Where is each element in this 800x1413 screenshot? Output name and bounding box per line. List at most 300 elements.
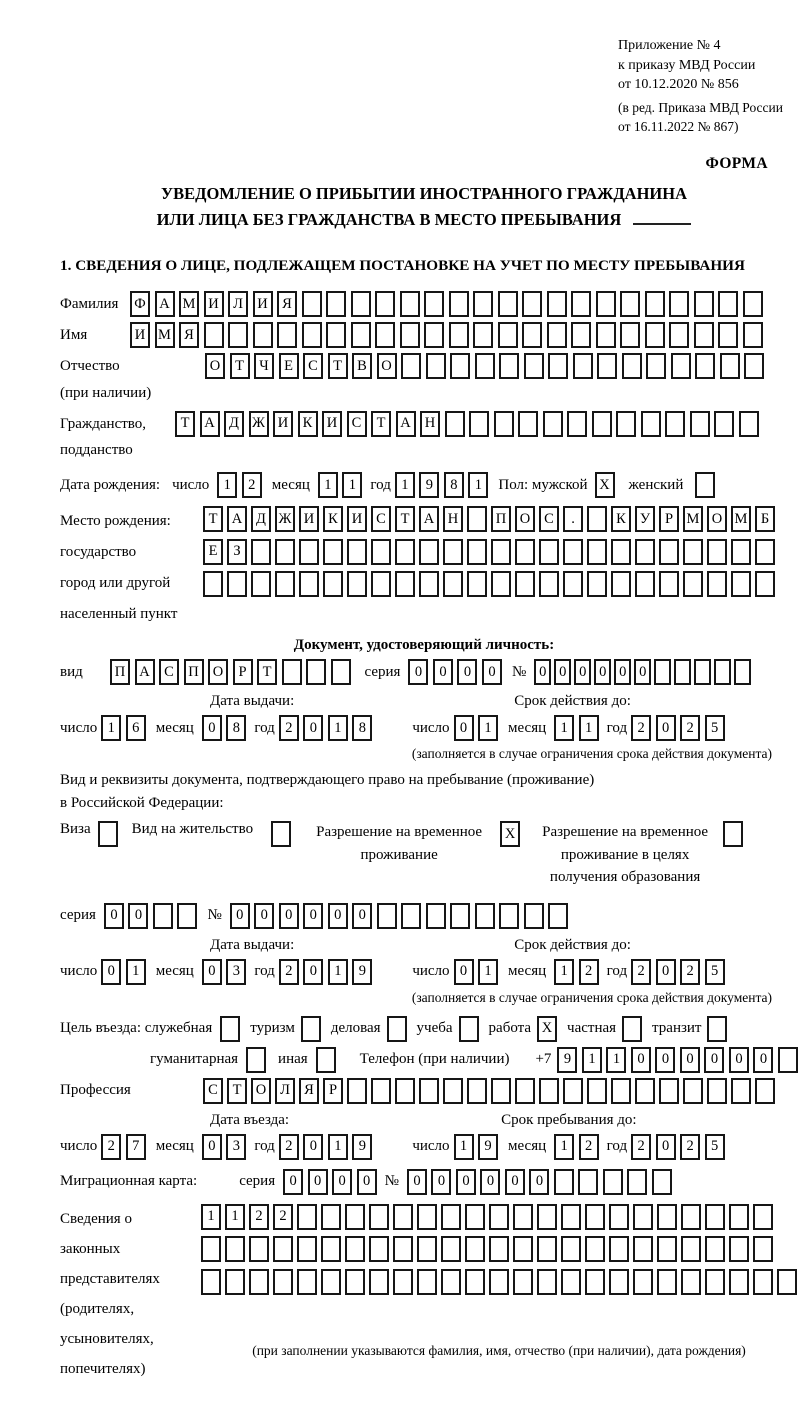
char-box[interactable] (652, 1169, 672, 1195)
char-box[interactable]: 0 (529, 1169, 549, 1195)
char-box[interactable]: 2 (279, 959, 299, 985)
char-box[interactable] (547, 291, 567, 317)
char-box[interactable]: 0 (202, 715, 222, 741)
char-box[interactable] (375, 322, 395, 348)
char-box[interactable] (351, 322, 371, 348)
char-box[interactable]: А (200, 411, 220, 437)
char-box[interactable] (522, 322, 542, 348)
char-box[interactable]: 0 (574, 659, 591, 685)
char-box[interactable] (153, 903, 173, 929)
char-box[interactable]: 0 (482, 659, 502, 685)
char-box[interactable]: 9 (352, 959, 372, 985)
char-box[interactable]: 8 (352, 715, 372, 741)
char-box[interactable]: Л (228, 291, 248, 317)
char-box[interactable]: 1 (318, 472, 338, 498)
char-box[interactable] (253, 322, 273, 348)
char-box[interactable] (321, 1204, 341, 1230)
char-box[interactable] (720, 353, 740, 379)
char-box[interactable] (299, 539, 319, 565)
char-box[interactable]: И (273, 411, 293, 437)
char-box[interactable] (627, 1169, 647, 1195)
char-box[interactable] (467, 506, 487, 532)
char-box[interactable] (611, 1078, 631, 1104)
char-box[interactable] (228, 322, 248, 348)
char-box[interactable]: Ж (249, 411, 269, 437)
char-box[interactable] (778, 1047, 798, 1073)
char-box[interactable] (498, 322, 518, 348)
char-box[interactable] (755, 1078, 775, 1104)
char-box[interactable] (371, 1078, 391, 1104)
char-box[interactable]: 1 (126, 959, 146, 985)
sex-male-checkbox[interactable]: X (595, 472, 615, 498)
char-box[interactable] (299, 571, 319, 597)
char-box[interactable] (616, 411, 636, 437)
char-box[interactable]: И (322, 411, 342, 437)
char-box[interactable] (611, 571, 631, 597)
char-box[interactable]: 0 (431, 1169, 451, 1195)
char-box[interactable] (249, 1269, 269, 1295)
char-box[interactable]: И (253, 291, 273, 317)
char-box[interactable] (561, 1269, 581, 1295)
purpose-private-checkbox[interactable] (622, 1016, 642, 1042)
char-box[interactable] (548, 353, 568, 379)
char-box[interactable] (201, 1236, 221, 1262)
char-box[interactable] (694, 291, 714, 317)
char-box[interactable] (620, 291, 640, 317)
char-box[interactable] (669, 322, 689, 348)
char-box[interactable] (547, 322, 567, 348)
char-box[interactable]: А (135, 659, 155, 685)
char-box[interactable] (587, 539, 607, 565)
char-box[interactable] (611, 539, 631, 565)
char-box[interactable]: М (731, 506, 751, 532)
char-box[interactable]: И (204, 291, 224, 317)
char-box[interactable] (347, 571, 367, 597)
char-box[interactable] (543, 411, 563, 437)
char-box[interactable]: 3 (226, 1134, 246, 1160)
char-box[interactable] (681, 1269, 701, 1295)
char-box[interactable] (419, 1078, 439, 1104)
char-box[interactable] (491, 1078, 511, 1104)
char-box[interactable]: 2 (579, 959, 599, 985)
char-box[interactable]: 1 (201, 1204, 221, 1230)
char-box[interactable] (659, 1078, 679, 1104)
char-box[interactable]: 0 (357, 1169, 377, 1195)
purpose-official-checkbox[interactable] (220, 1016, 240, 1042)
char-box[interactable] (753, 1269, 773, 1295)
char-box[interactable] (489, 1204, 509, 1230)
char-box[interactable] (635, 1078, 655, 1104)
char-box[interactable] (633, 1236, 653, 1262)
char-box[interactable]: Р (233, 659, 253, 685)
char-box[interactable]: 1 (328, 1134, 348, 1160)
char-box[interactable] (596, 291, 616, 317)
purpose-humanitarian-checkbox[interactable] (246, 1047, 266, 1073)
char-box[interactable] (694, 659, 711, 685)
char-box[interactable]: 0 (534, 659, 551, 685)
char-box[interactable]: 1 (225, 1204, 245, 1230)
char-box[interactable] (731, 571, 751, 597)
char-box[interactable] (465, 1204, 485, 1230)
char-box[interactable] (705, 1269, 725, 1295)
char-box[interactable] (377, 903, 397, 929)
char-box[interactable] (657, 1269, 677, 1295)
char-box[interactable]: 0 (433, 659, 453, 685)
char-box[interactable] (587, 1078, 607, 1104)
char-box[interactable] (400, 291, 420, 317)
char-box[interactable]: . (563, 506, 583, 532)
char-box[interactable]: Т (257, 659, 277, 685)
char-box[interactable]: 0 (614, 659, 631, 685)
char-box[interactable]: Н (420, 411, 440, 437)
char-box[interactable]: 0 (332, 1169, 352, 1195)
char-box[interactable] (393, 1236, 413, 1262)
char-box[interactable] (204, 322, 224, 348)
char-box[interactable] (426, 353, 446, 379)
char-box[interactable]: 0 (655, 1047, 675, 1073)
char-box[interactable]: 0 (283, 1169, 303, 1195)
char-box[interactable] (297, 1204, 317, 1230)
char-box[interactable] (657, 1204, 677, 1230)
char-box[interactable]: 1 (478, 959, 498, 985)
char-box[interactable] (665, 411, 685, 437)
char-box[interactable]: 0 (656, 1134, 676, 1160)
char-box[interactable] (424, 291, 444, 317)
char-box[interactable] (753, 1204, 773, 1230)
char-box[interactable] (369, 1204, 389, 1230)
char-box[interactable]: 2 (273, 1204, 293, 1230)
purpose-tourism-checkbox[interactable] (301, 1016, 321, 1042)
char-box[interactable] (331, 659, 351, 685)
char-box[interactable] (441, 1204, 461, 1230)
char-box[interactable] (718, 322, 738, 348)
char-box[interactable] (578, 1169, 598, 1195)
char-box[interactable] (201, 1269, 221, 1295)
char-box[interactable]: Т (230, 353, 250, 379)
char-box[interactable]: М (683, 506, 703, 532)
char-box[interactable]: П (491, 506, 511, 532)
char-box[interactable] (282, 659, 302, 685)
char-box[interactable] (731, 539, 751, 565)
char-box[interactable] (603, 1169, 623, 1195)
char-box[interactable]: Я (299, 1078, 319, 1104)
char-box[interactable]: И (347, 506, 367, 532)
char-box[interactable]: 0 (202, 959, 222, 985)
char-box[interactable] (705, 1204, 725, 1230)
char-box[interactable]: 0 (594, 659, 611, 685)
char-box[interactable]: 0 (680, 1047, 700, 1073)
char-box[interactable]: О (205, 353, 225, 379)
purpose-other-checkbox[interactable] (316, 1047, 336, 1073)
purpose-work-checkbox[interactable]: X (537, 1016, 557, 1042)
char-box[interactable]: Д (224, 411, 244, 437)
char-box[interactable] (273, 1236, 293, 1262)
char-box[interactable]: О (707, 506, 727, 532)
char-box[interactable]: 2 (631, 1134, 651, 1160)
char-box[interactable] (450, 903, 470, 929)
char-box[interactable]: 0 (303, 903, 323, 929)
char-box[interactable] (573, 353, 593, 379)
char-box[interactable]: 1 (395, 472, 415, 498)
char-box[interactable]: Л (275, 1078, 295, 1104)
char-box[interactable] (554, 1169, 574, 1195)
char-box[interactable] (561, 1204, 581, 1230)
char-box[interactable] (395, 571, 415, 597)
char-box[interactable] (597, 353, 617, 379)
char-box[interactable] (494, 411, 514, 437)
char-box[interactable] (375, 291, 395, 317)
char-box[interactable] (563, 1078, 583, 1104)
char-box[interactable]: Ч (254, 353, 274, 379)
char-box[interactable] (275, 539, 295, 565)
char-box[interactable] (548, 903, 568, 929)
char-box[interactable] (671, 353, 691, 379)
char-box[interactable] (585, 1236, 605, 1262)
char-box[interactable] (563, 539, 583, 565)
char-box[interactable]: 1 (328, 959, 348, 985)
char-box[interactable]: 0 (704, 1047, 724, 1073)
char-box[interactable] (467, 1078, 487, 1104)
char-box[interactable]: 0 (230, 903, 250, 929)
char-box[interactable]: 0 (104, 903, 124, 929)
char-box[interactable]: И (130, 322, 150, 348)
char-box[interactable] (417, 1204, 437, 1230)
char-box[interactable] (515, 571, 535, 597)
char-box[interactable]: Е (203, 539, 223, 565)
char-box[interactable] (633, 1204, 653, 1230)
char-box[interactable]: 9 (352, 1134, 372, 1160)
char-box[interactable]: В (352, 353, 372, 379)
residence-permit-checkbox[interactable] (271, 821, 291, 847)
char-box[interactable] (539, 539, 559, 565)
char-box[interactable] (321, 1269, 341, 1295)
char-box[interactable] (419, 539, 439, 565)
char-box[interactable]: 0 (254, 903, 274, 929)
char-box[interactable]: 1 (101, 715, 121, 741)
char-box[interactable] (347, 539, 367, 565)
char-box[interactable] (371, 539, 391, 565)
char-box[interactable]: 5 (705, 1134, 725, 1160)
char-box[interactable]: 0 (656, 715, 676, 741)
char-box[interactable] (467, 571, 487, 597)
char-box[interactable]: 2 (279, 1134, 299, 1160)
char-box[interactable] (302, 291, 322, 317)
char-box[interactable] (426, 903, 446, 929)
char-box[interactable]: 0 (128, 903, 148, 929)
char-box[interactable] (585, 1269, 605, 1295)
char-box[interactable] (669, 291, 689, 317)
char-box[interactable] (587, 571, 607, 597)
char-box[interactable]: 9 (419, 472, 439, 498)
title-blank[interactable] (633, 223, 691, 225)
char-box[interactable]: 2 (579, 1134, 599, 1160)
char-box[interactable] (641, 411, 661, 437)
sex-female-checkbox[interactable] (695, 472, 715, 498)
char-box[interactable]: 2 (249, 1204, 269, 1230)
char-box[interactable] (467, 539, 487, 565)
char-box[interactable]: 1 (478, 715, 498, 741)
char-box[interactable]: 5 (705, 715, 725, 741)
char-box[interactable] (345, 1236, 365, 1262)
purpose-study-checkbox[interactable] (459, 1016, 479, 1042)
char-box[interactable] (681, 1236, 701, 1262)
char-box[interactable] (635, 571, 655, 597)
char-box[interactable]: 2 (101, 1134, 121, 1160)
char-box[interactable] (351, 291, 371, 317)
char-box[interactable] (592, 411, 612, 437)
char-box[interactable] (743, 322, 763, 348)
char-box[interactable] (609, 1269, 629, 1295)
char-box[interactable]: 0 (279, 903, 299, 929)
char-box[interactable]: 1 (217, 472, 237, 498)
char-box[interactable]: 2 (279, 715, 299, 741)
char-box[interactable] (518, 411, 538, 437)
char-box[interactable] (498, 291, 518, 317)
char-box[interactable]: 0 (352, 903, 372, 929)
char-box[interactable] (323, 571, 343, 597)
char-box[interactable]: 0 (308, 1169, 328, 1195)
char-box[interactable] (585, 1204, 605, 1230)
char-box[interactable]: 0 (457, 659, 477, 685)
char-box[interactable]: С (539, 506, 559, 532)
char-box[interactable] (277, 322, 297, 348)
char-box[interactable]: Я (179, 322, 199, 348)
char-box[interactable] (203, 571, 223, 597)
char-box[interactable] (395, 1078, 415, 1104)
char-box[interactable]: 2 (631, 715, 651, 741)
char-box[interactable] (489, 1269, 509, 1295)
purpose-business-checkbox[interactable] (387, 1016, 407, 1042)
char-box[interactable] (371, 571, 391, 597)
char-box[interactable] (609, 1236, 629, 1262)
char-box[interactable] (729, 1236, 749, 1262)
char-box[interactable]: О (515, 506, 535, 532)
char-box[interactable] (694, 322, 714, 348)
char-box[interactable] (441, 1236, 461, 1262)
char-box[interactable]: Ж (275, 506, 295, 532)
char-box[interactable] (297, 1269, 317, 1295)
char-box[interactable] (729, 1204, 749, 1230)
char-box[interactable] (401, 903, 421, 929)
char-box[interactable] (302, 322, 322, 348)
char-box[interactable] (345, 1269, 365, 1295)
char-box[interactable]: 1 (342, 472, 362, 498)
char-box[interactable]: 2 (680, 1134, 700, 1160)
char-box[interactable]: 9 (557, 1047, 577, 1073)
char-box[interactable]: С (303, 353, 323, 379)
char-box[interactable] (744, 353, 764, 379)
char-box[interactable]: 1 (582, 1047, 602, 1073)
char-box[interactable] (753, 1236, 773, 1262)
char-box[interactable] (683, 539, 703, 565)
char-box[interactable] (227, 571, 247, 597)
char-box[interactable]: М (155, 322, 175, 348)
char-box[interactable]: А (419, 506, 439, 532)
char-box[interactable]: 1 (554, 715, 574, 741)
char-box[interactable] (419, 571, 439, 597)
char-box[interactable]: Д (251, 506, 271, 532)
char-box[interactable]: А (155, 291, 175, 317)
char-box[interactable] (491, 539, 511, 565)
char-box[interactable]: Т (175, 411, 195, 437)
char-box[interactable] (393, 1269, 413, 1295)
char-box[interactable] (743, 291, 763, 317)
char-box[interactable] (251, 571, 271, 597)
char-box[interactable] (473, 322, 493, 348)
char-box[interactable] (225, 1269, 245, 1295)
char-box[interactable]: 1 (468, 472, 488, 498)
char-box[interactable] (587, 506, 607, 532)
char-box[interactable] (449, 322, 469, 348)
char-box[interactable] (609, 1204, 629, 1230)
char-box[interactable] (369, 1269, 389, 1295)
char-box[interactable] (674, 659, 691, 685)
char-box[interactable]: 1 (554, 959, 574, 985)
char-box[interactable] (369, 1236, 389, 1262)
char-box[interactable] (683, 1078, 703, 1104)
char-box[interactable]: З (227, 539, 247, 565)
char-box[interactable] (571, 322, 591, 348)
char-box[interactable] (731, 1078, 751, 1104)
temp-permit-edu-checkbox[interactable] (723, 821, 743, 847)
char-box[interactable]: 0 (303, 959, 323, 985)
char-box[interactable] (347, 1078, 367, 1104)
char-box[interactable]: П (184, 659, 204, 685)
char-box[interactable] (739, 411, 759, 437)
char-box[interactable] (450, 353, 470, 379)
char-box[interactable]: Б (755, 506, 775, 532)
char-box[interactable]: 8 (226, 715, 246, 741)
char-box[interactable] (321, 1236, 341, 1262)
char-box[interactable] (524, 353, 544, 379)
char-box[interactable]: О (208, 659, 228, 685)
char-box[interactable]: С (159, 659, 179, 685)
char-box[interactable] (718, 291, 738, 317)
char-box[interactable] (755, 539, 775, 565)
char-box[interactable] (537, 1204, 557, 1230)
char-box[interactable] (659, 571, 679, 597)
char-box[interactable]: С (347, 411, 367, 437)
char-box[interactable] (620, 322, 640, 348)
char-box[interactable] (499, 353, 519, 379)
char-box[interactable]: 1 (328, 715, 348, 741)
char-box[interactable] (417, 1236, 437, 1262)
char-box[interactable]: 1 (606, 1047, 626, 1073)
char-box[interactable] (645, 322, 665, 348)
char-box[interactable]: 0 (407, 1169, 427, 1195)
char-box[interactable]: Я (277, 291, 297, 317)
char-box[interactable]: 1 (454, 1134, 474, 1160)
char-box[interactable] (465, 1269, 485, 1295)
char-box[interactable]: 1 (579, 715, 599, 741)
char-box[interactable] (633, 1269, 653, 1295)
char-box[interactable] (443, 539, 463, 565)
char-box[interactable]: Т (371, 411, 391, 437)
char-box[interactable]: А (227, 506, 247, 532)
char-box[interactable] (635, 539, 655, 565)
char-box[interactable] (729, 1269, 749, 1295)
char-box[interactable]: 2 (680, 959, 700, 985)
char-box[interactable] (683, 571, 703, 597)
char-box[interactable]: 0 (634, 659, 651, 685)
char-box[interactable] (499, 903, 519, 929)
char-box[interactable]: М (179, 291, 199, 317)
char-box[interactable] (539, 1078, 559, 1104)
char-box[interactable]: О (251, 1078, 271, 1104)
char-box[interactable] (646, 353, 666, 379)
char-box[interactable] (681, 1204, 701, 1230)
char-box[interactable] (491, 571, 511, 597)
